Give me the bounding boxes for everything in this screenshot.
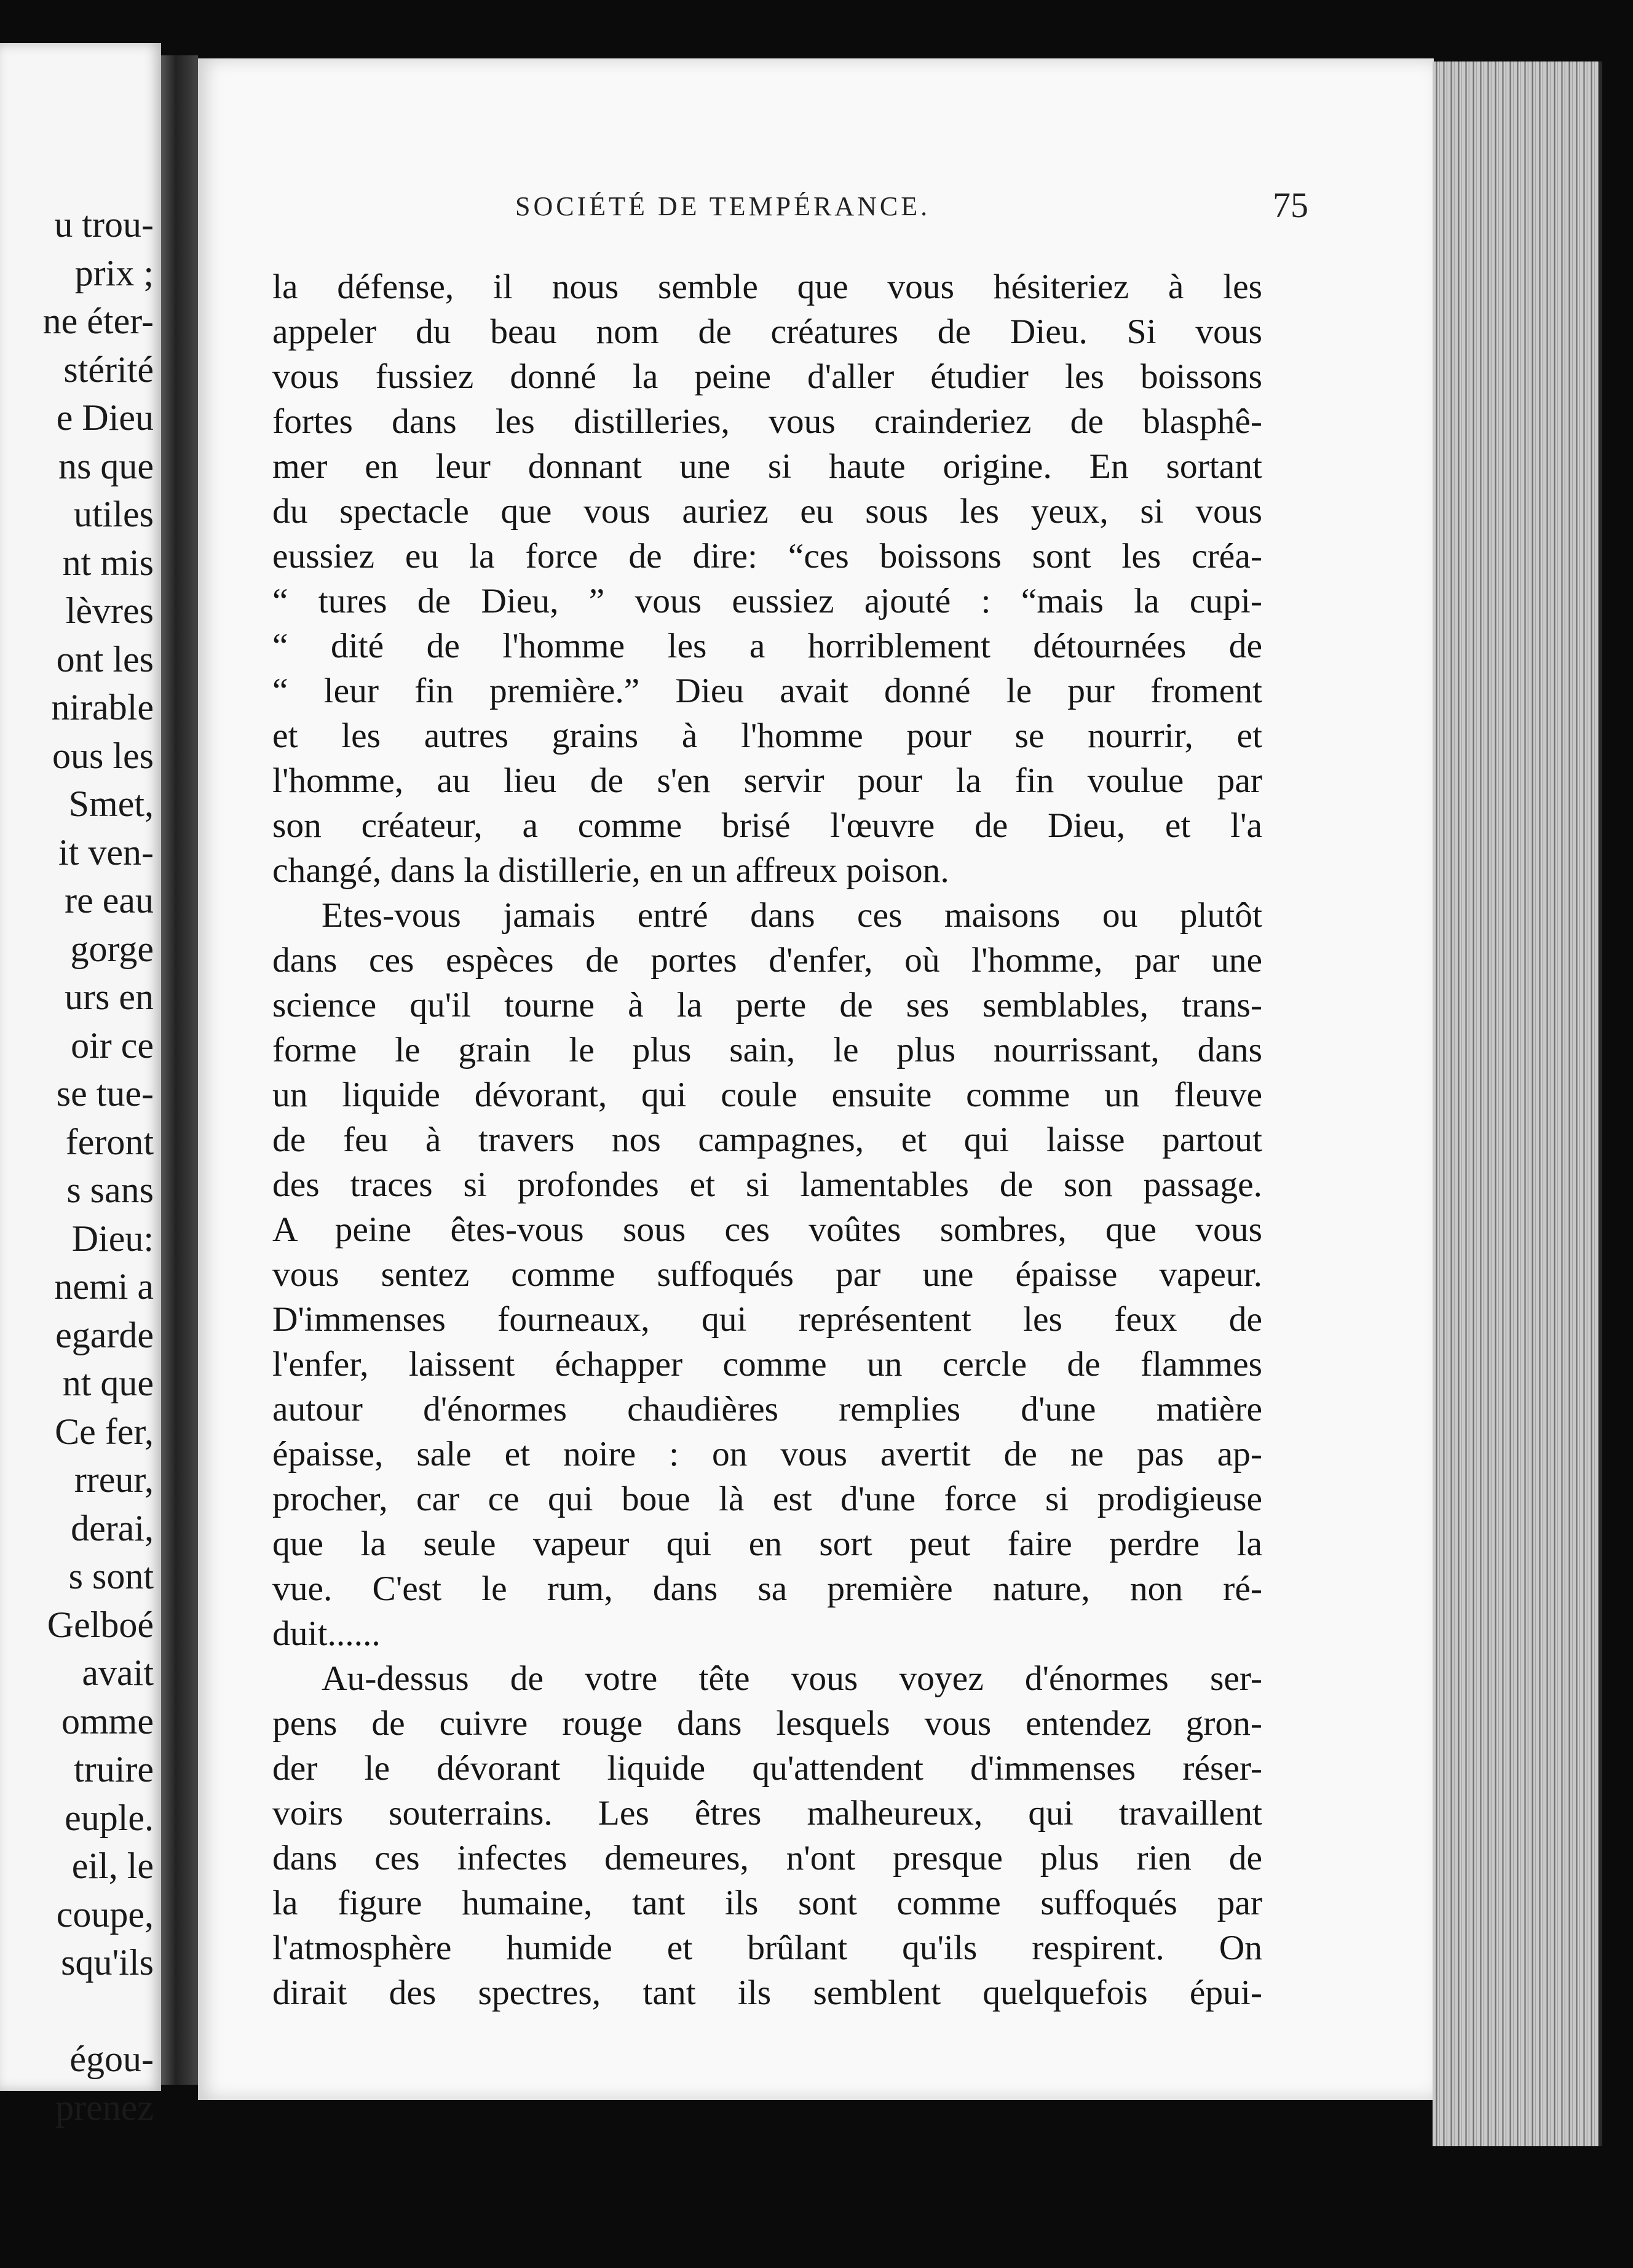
body-line: appeler du beau nom de créatures de Dieu. Si vous (272, 312, 1262, 351)
left-page-line: euple. (65, 1797, 154, 1838)
body-line: science qu'il tourne à la perte de ses semblables, trans- (272, 986, 1262, 1025)
left-page-line: avait (82, 1652, 154, 1693)
left-page-line: s sont (68, 1556, 154, 1596)
left-page-line: feront (65, 1121, 154, 1162)
body-line: dirait des spectres, tant ils semblent quelquefois épui- (272, 1973, 1262, 2012)
body-line: autour d'énormes chaudières remplies d'une matière (272, 1390, 1262, 1429)
body-line: la défense, il nous semble que vous hésiteriez à les (272, 268, 1262, 306)
body-line: de feu à travers nos campagnes, et qui laisse partout (272, 1120, 1262, 1159)
body-line: épaisse, sale et noire : on vous avertit de ne pas ap- (272, 1435, 1262, 1473)
left-page-line: rreur, (74, 1459, 154, 1500)
body-line: l'enfer, laissent échapper comme un cercle de flammes (272, 1345, 1262, 1384)
left-page-line: nemi a (54, 1266, 154, 1307)
left-page-line: ont les (56, 638, 154, 680)
left-page-line: omme (61, 1700, 154, 1742)
body-line: changé, dans la distillerie, en un affreux poison. (272, 851, 949, 890)
left-page-line: it ven- (58, 831, 154, 873)
body-line: Etes-vous jamais entré dans ces maisons ou plutôt (322, 896, 1262, 935)
body-line: que la seule vapeur qui en sort peut faire perdre la (272, 1525, 1262, 1563)
page-number: 75 (1273, 185, 1308, 225)
body-line: et les autres grains à l'homme pour se nourrir, et (272, 716, 1262, 755)
left-page-line: oir ce (71, 1025, 154, 1066)
left-page-line: Ce fer, (55, 1411, 154, 1452)
left-page-line: utiles (74, 494, 154, 534)
left-page-line: Dieu: (71, 1218, 154, 1259)
body-line: eussiez eu la force de dire: “ces boissons sont les créa- (272, 537, 1262, 576)
left-page-line: stérité (63, 349, 154, 390)
left-page-line: Smet, (68, 783, 154, 824)
body-line: “ tures de Dieu, ” vous eussiez ajouté : “mais la cupi- (272, 582, 1262, 621)
body-line: Au-dessus de votre tête vous voyez d'énormes ser- (322, 1659, 1262, 1698)
body-line: A peine êtes-vous sous ces voûtes sombres, que vous (272, 1210, 1262, 1249)
left-page-line: s sans (66, 1170, 154, 1210)
body-line: vue. C'est le rum, dans sa première nature, non ré- (272, 1569, 1262, 1608)
body-line: “ dité de l'homme les a horriblement détournées de (272, 627, 1262, 665)
left-page-line: nt mis (62, 542, 154, 583)
left-page-line: urs en (65, 977, 154, 1017)
body-line: la figure humaine, tant ils sont comme suffoqués par (272, 1884, 1262, 1922)
left-page-line: truire (74, 1749, 154, 1790)
body-line: procher, car ce qui boue là est d'une force si prodigieuse (272, 1480, 1262, 1518)
left-facing-page (0, 43, 161, 2128)
body-line: dans ces espèces de portes d'enfer, où l'homme, par une (272, 941, 1262, 980)
left-page-line: prenez (55, 2087, 154, 2128)
left-page-line: re eau (65, 880, 154, 921)
body-line: D'immenses fourneaux, qui représentent les feux de (272, 1300, 1262, 1339)
left-page-line: egarde (55, 1314, 154, 1355)
left-page-line: squ'ils (61, 1942, 154, 1983)
left-page-line: nirable (51, 687, 154, 728)
body-line: fortes dans les distilleries, vous crainderiez de blasphê- (272, 402, 1262, 441)
body-line: du spectacle que vous auriez eu sous les yeux, si vous (272, 492, 1262, 531)
body-line: un liquide dévorant, qui coule ensuite comme un fleuve (272, 1076, 1262, 1114)
body-line: vous fussiez donné la peine d'aller étudier les boissons (272, 357, 1262, 396)
body-line: vous sentez comme suffoqués par une épaisse vapeur. (272, 1255, 1262, 1294)
left-page-line: égou- (69, 2039, 154, 2079)
left-page-line: e Dieu (56, 397, 154, 438)
left-page-line: coupe, (56, 1893, 154, 1935)
left-page-line: Gelboé (47, 1604, 154, 1645)
book-gutter (161, 55, 198, 2085)
left-page-line: derai, (71, 1507, 154, 1548)
page-edges (1433, 61, 1602, 2146)
body-line: “ leur fin première.” Dieu avait donné le pur froment (272, 672, 1262, 710)
left-page-line: gorge (70, 928, 154, 969)
left-page-line: eil, le (71, 1846, 154, 1886)
left-page-line: prix ; (74, 252, 154, 293)
running-header (515, 185, 1308, 234)
left-page-line: u trou- (54, 204, 154, 245)
left-page-line: nt que (62, 1363, 154, 1403)
body-line: der le dévorant liquide qu'attendent d'immenses réser- (272, 1749, 1262, 1788)
body-line: voirs souterrains. Les êtres malheureux, qui travaillent (272, 1794, 1262, 1833)
running-head-title: SOCIÉTÉ DE TEMPÉRANCE. (515, 191, 931, 221)
body-line: des traces si profondes et si lamentables de son passage. (272, 1165, 1262, 1204)
body-line: mer en leur donnant une si haute origine. En sortant (272, 447, 1262, 486)
left-page-line: ns que (58, 445, 154, 486)
body-line: son créateur, a comme brisé l'œuvre de Dieu, et l'a (272, 806, 1262, 845)
body-line: forme le grain le plus sain, le plus nourrissant, dans (272, 1031, 1262, 1069)
left-page-line: lèvres (65, 590, 154, 631)
left-page-line: ne éter- (42, 301, 154, 341)
body-text (272, 264, 1262, 2015)
left-page-line: ous les (52, 735, 154, 776)
left-page-line: se tue- (56, 1073, 154, 1114)
body-line: l'homme, au lieu de s'en servir pour la fin voulue par (272, 761, 1262, 800)
body-line: pens de cuivre rouge dans lesquels vous entendez gron- (272, 1704, 1262, 1743)
body-line: l'atmosphère humide et brûlant qu'ils respirent. On (272, 1929, 1262, 1967)
body-line: dans ces infectes demeures, n'ont presque plus rien de (272, 1839, 1262, 1877)
body-line: duit...... (272, 1614, 381, 1653)
